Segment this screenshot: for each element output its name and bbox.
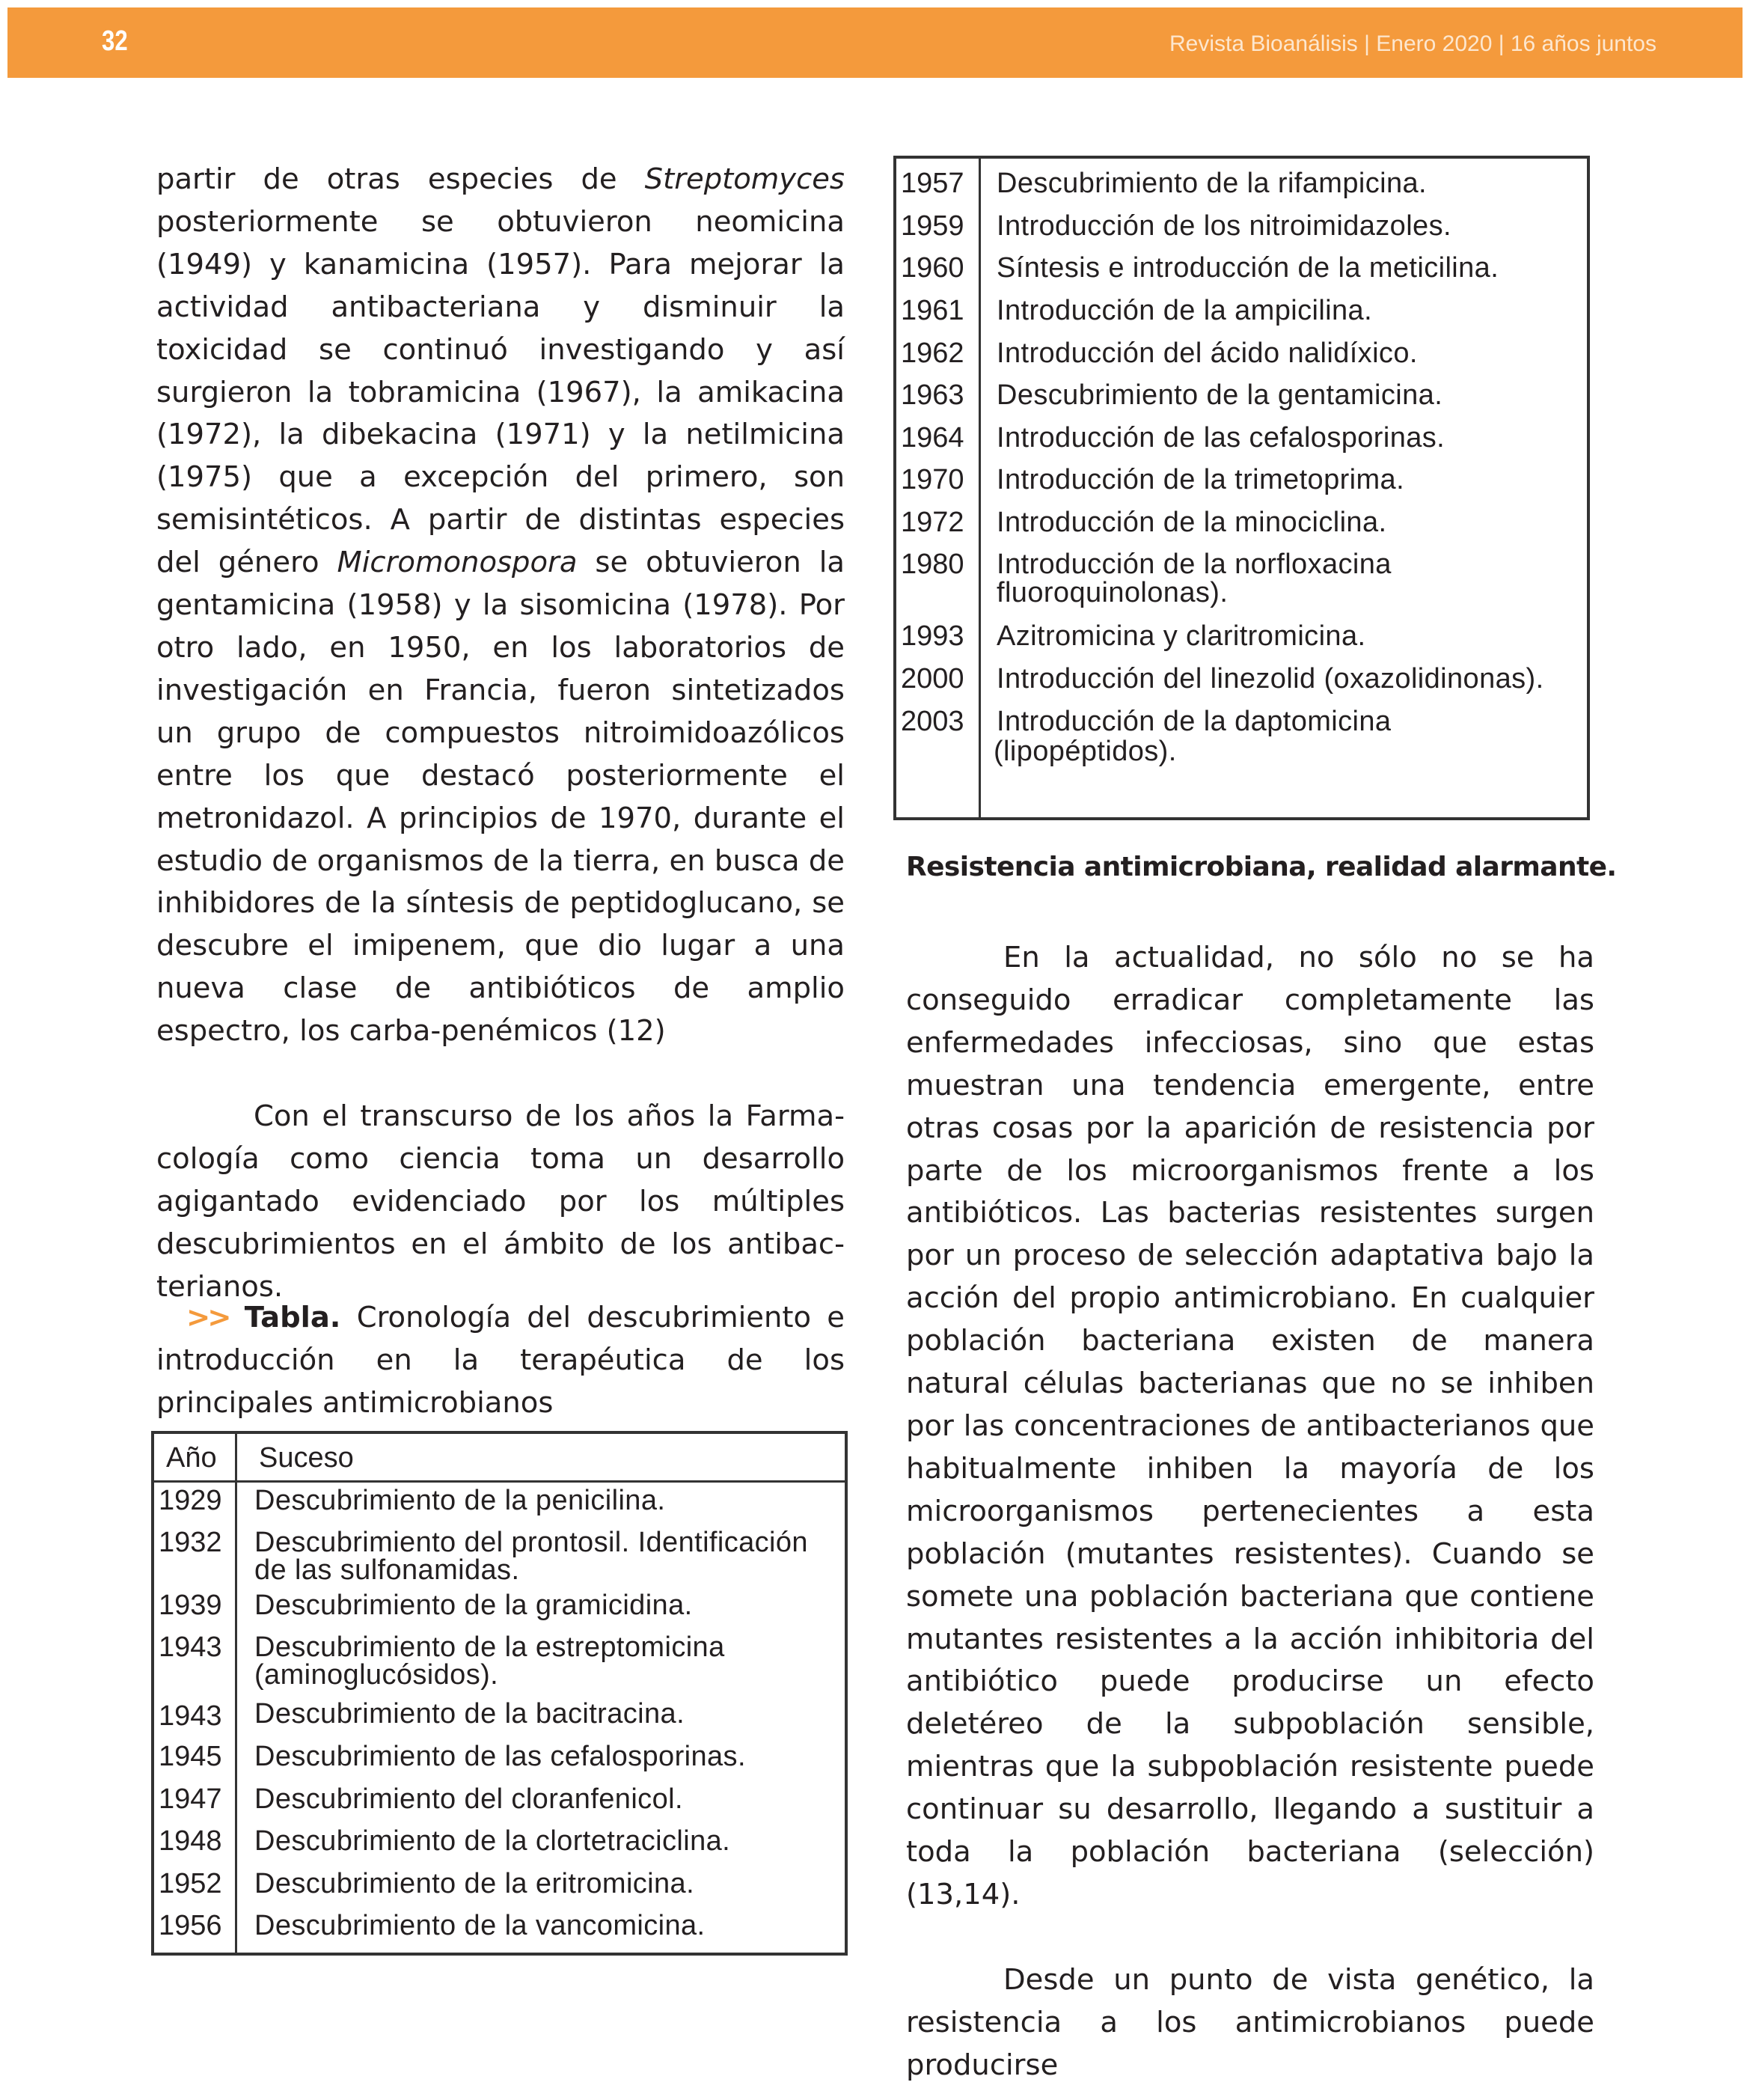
- table-row-year: 1929: [159, 1485, 222, 1516]
- table-row-event: Introducción de la ampicilina.: [997, 295, 1373, 326]
- table-row-event: Descubrimiento del cloranfenicol.: [254, 1783, 683, 1815]
- table-row-event: Introducción de la minociclina.: [997, 507, 1387, 538]
- table-row-year: 1947: [159, 1783, 222, 1815]
- paragraph: Desde un punto de vista genético, la resistencia a los antimicrobianos puede producirse: [906, 1962, 1594, 2082]
- table-row-event: Introducción del linezolid (oxazolidinonas).: [997, 663, 1544, 695]
- table-row-event-cont: (lipopéptidos).: [994, 736, 1177, 767]
- chronology-table-part2: [893, 156, 1590, 820]
- table-row-year: 1964: [901, 422, 964, 454]
- table-row-year: 2000: [901, 663, 964, 695]
- table-row-year: 1945: [159, 1741, 222, 1772]
- running-title: Revista Bioanálisis | Enero 2020 | 16 años juntos: [1169, 31, 1656, 56]
- table-row-event: Introducción de la norfloxacina: [997, 549, 1392, 580]
- page-number: 32: [102, 25, 128, 57]
- table-row-year: 1948: [159, 1825, 222, 1857]
- table-row-event-cont: fluoroquinolonas).: [997, 577, 1229, 608]
- table-row-event: Descubrimiento de la vancomicina.: [254, 1910, 706, 1941]
- table-row-year: 1970: [901, 464, 964, 495]
- table-row-year: 2003: [901, 706, 964, 737]
- paragraph: partir de otras especies de Streptomyces posteriormente se obtuvieron neomicina (1949) y kanamicina (1957). Para mejorar la actividad antibacteriana y disminuir la toxicidad se continuó investigando y así surgieron la tobramicina (1967), la amikacina (1972), la dibekacina (1971) y la netilmicina (1975) que a excepción del primero, son semisintéticos. A partir de distintas especies del género Micromonospora se obtuvieron la gentamicina (1958) y la sisomicina (1978). Por otro lado, en 1950, en los laboratorios de investigación en Francia, fueron sintetizados un grupo de compuestos nitroimidoazólicos entre los que destacó posteriormente el metronidazol. A principios de 1970, durante el estudio de organismos de la tierra, en busca de inhibidores de la síntesis de peptidoglucano, se descubre el imipenem, que dio lugar a una nueva clase de antibióticos de amplio espectro, los carba-penémicos (12): [156, 162, 845, 1049]
- table-row-year: 1962: [901, 338, 964, 369]
- table-row-event: Descubrimiento del prontosil. Identificación: [254, 1527, 808, 1558]
- table-row-event: Introducción de las cefalosporinas.: [997, 422, 1445, 454]
- table-row-event: Azitromicina y claritromicina.: [997, 620, 1366, 652]
- table-row-event: Descubrimiento de la rifampicina.: [997, 168, 1427, 199]
- table-row-year: 1932: [159, 1527, 222, 1558]
- caption-text: Cronología del descubrimiento e introducción en la terapéutica de los principales antimicrobianos: [156, 1301, 845, 1420]
- table-row-year: 1961: [901, 295, 964, 326]
- table-row-event: Descubrimiento de la estreptomicina: [254, 1632, 725, 1663]
- table-row-year: 1959: [901, 210, 964, 242]
- table-row-event: Descubrimiento de la clortetraciclina.: [254, 1825, 731, 1857]
- table-row-year: 1980: [901, 549, 964, 580]
- table-row-event: Introducción de la daptomicina: [997, 706, 1392, 737]
- table-row-event-cont: (aminoglucósidos).: [254, 1659, 499, 1691]
- table-row-event: Descubrimiento de la eritromicina.: [254, 1868, 695, 1899]
- table-row-event: Introducción del ácido nalidíxico.: [997, 338, 1418, 369]
- table-row-year: 1943: [159, 1700, 222, 1732]
- table-row-event: Descubrimiento de la gramicidina.: [254, 1590, 693, 1621]
- table-caption: [156, 1297, 845, 1425]
- caption-label: Tabla.: [244, 1301, 341, 1334]
- table-row-year: 1993: [901, 620, 964, 652]
- table-row-year: 1957: [901, 168, 964, 199]
- table-row-year: 1939: [159, 1590, 222, 1621]
- table-row-year: 1960: [901, 252, 964, 284]
- genus-name: Micromonospora: [337, 546, 578, 580]
- paragraph: Con el transcurso de los años la Farma-cología como ciencia toma un desarrollo agigantado evidenciado por los múltiples descubrimientos en el ámbito de los antibac-terianos.: [156, 1099, 845, 1304]
- table-row-year: 1956: [159, 1910, 222, 1941]
- table-row-year: 1963: [901, 379, 964, 411]
- table-row-event: Introducción de los nitroimidazoles.: [997, 210, 1451, 242]
- table-row-year: 1943: [159, 1632, 222, 1663]
- paragraph: En la actualidad, no sólo no se ha conseguido erradicar completamente las enfermedades infecciosas, sino que estas muestran una tendencia emergente, entre otras cosas por la aparición de resistencia por parte de los microorganismos frente a los antibióticos. Las bacterias resistentes surgen por un proceso de selección adaptativa bajo la acción del propio antimicrobiano. En cualquier población bacteriana existen de manera natural células bacterianas que no se inhiben por las concentraciones de antibacterianos que habitualmente inhiben la mayoría de los microorganismos pertenecientes a esta población (mutantes resistentes). Cuando se somete una población bacteriana que contiene mutantes resistentes a la acción inhibitoria del antibiótico puede producirse un efecto deletéreo de la subpoblación sensible, mientras que la subpoblación resistente puede continuar su desarrollo, llegando a sustituir a toda la población bacteriana (selección) (13,14).: [906, 941, 1594, 1911]
- column-divider: [235, 1434, 237, 1953]
- table-row-event: Descubrimiento de la bacitracina.: [254, 1698, 685, 1730]
- table-row-year: 1952: [159, 1868, 222, 1899]
- column-divider: [979, 159, 981, 817]
- table-row-event-cont: de las sulfonamidas.: [254, 1554, 520, 1586]
- header-divider: [154, 1480, 845, 1483]
- table-row-event: Síntesis e introducción de la meticilina.: [997, 252, 1499, 284]
- genus-name: Streptomyces: [644, 162, 845, 196]
- table-row-year: 1972: [901, 507, 964, 538]
- header-bar: [7, 7, 1743, 78]
- table-row-event: Descubrimiento de la gentamicina.: [997, 379, 1443, 411]
- right-column-text: [906, 937, 1594, 2087]
- table-row-event: Introducción de la trimetoprima.: [997, 464, 1405, 495]
- header-event: Suceso: [259, 1442, 354, 1474]
- chronology-table-part1: [151, 1431, 848, 1956]
- section-heading: Resistencia antimicrobiana, realidad alarmante.: [906, 852, 1617, 882]
- header-year: Año: [166, 1442, 217, 1474]
- table-row-event: Descubrimiento de la penicilina.: [254, 1485, 666, 1516]
- chevron-marker-icon: >>: [186, 1301, 229, 1334]
- left-column-text: [156, 159, 845, 1309]
- table-row-event: Descubrimiento de las cefalosporinas.: [254, 1741, 746, 1772]
